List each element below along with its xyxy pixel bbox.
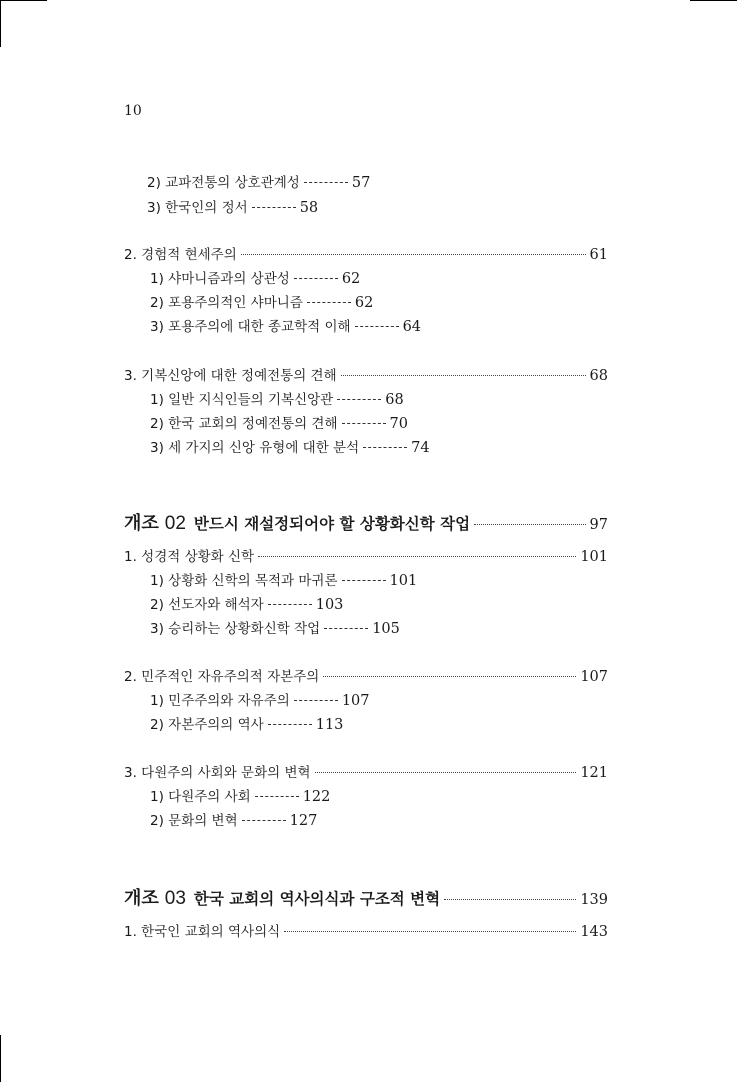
leader-dots (268, 724, 312, 725)
leader-dots (342, 423, 386, 424)
toc-entry[interactable] (150, 390, 404, 410)
toc-label: 3) 한국인의 정서 (147, 200, 248, 216)
leader-dots (337, 399, 381, 400)
toc-page: 58 (299, 200, 319, 216)
leader-dots (284, 931, 576, 932)
toc-label: 1) 민주주의와 자유주의 (150, 693, 290, 709)
toc-entry[interactable] (150, 293, 373, 313)
toc-page: 64 (402, 319, 422, 335)
toc-entry[interactable] (150, 715, 343, 735)
toc-label: 3. 다원주의 사회와 문화의 변혁 (124, 765, 311, 781)
toc-entry[interactable] (124, 245, 608, 265)
toc-label: 2) 자본주의의 역사 (150, 717, 264, 733)
toc-entry[interactable] (147, 173, 370, 193)
toc-label: 3. 기복신앙에 대한 정예전통의 견해 (124, 368, 337, 384)
toc-chapter-title (124, 514, 470, 534)
crop-mark-bottom-left-v (0, 1035, 1, 1082)
toc-entry[interactable] (150, 691, 370, 711)
leader-dots (294, 700, 338, 701)
toc-page: 101 (389, 573, 418, 589)
toc-entry[interactable] (150, 269, 360, 289)
toc-entry[interactable] (150, 787, 330, 807)
crop-mark-top-left-v (0, 0, 1, 47)
toc-label: 1) 샤마니즘과의 상관성 (150, 271, 290, 287)
toc-page: 57 (351, 175, 371, 191)
leader-dots (268, 604, 312, 605)
leader-dots (241, 254, 586, 255)
toc-label: 3) 세 가지의 신앙 유형에 대한 분석 (150, 440, 360, 456)
leader-dots (307, 302, 351, 303)
toc-label: 2. 경험적 현세주의 (124, 247, 237, 263)
leader-dots (474, 524, 585, 525)
toc-label: 1) 일반 지식인들의 기복신앙관 (150, 392, 334, 408)
toc-page: 127 (289, 813, 318, 829)
toc-page: 97 (589, 517, 608, 533)
toc-entry[interactable] (124, 547, 608, 567)
toc-label: 1. 성경적 상황화 신학 (124, 549, 255, 565)
toc-chapter-title (124, 889, 440, 909)
leader-dots (258, 556, 576, 557)
leader-dots (363, 447, 407, 448)
leader-dots (242, 820, 286, 821)
toc-entry[interactable] (150, 619, 400, 639)
leader-dots (323, 676, 576, 677)
toc-label: 2. 민주적인 자유주의적 자본주의 (124, 669, 320, 685)
toc-page: 74 (411, 440, 430, 456)
toc-page: 68 (385, 392, 404, 408)
toc-page: 70 (389, 416, 408, 432)
leader-dots (252, 207, 296, 208)
toc-entry[interactable] (124, 763, 608, 783)
toc-chapter[interactable] (124, 889, 608, 910)
chapter-prefix: 개조 (124, 888, 159, 909)
toc-label: 2) 포용주의적인 샤마니즘 (150, 295, 303, 311)
toc-page: 105 (372, 621, 400, 637)
toc-page: 143 (580, 924, 608, 940)
leader-dots (315, 772, 577, 773)
toc-entry[interactable] (150, 595, 343, 615)
toc-entry[interactable] (150, 571, 417, 591)
leader-dots (342, 580, 386, 581)
chapter-label: 반드시 재설정되어야 할 상황화신학 작업 (193, 515, 471, 533)
leader-dots (304, 182, 348, 183)
toc-page: 62 (341, 271, 361, 287)
chapter-prefix: 개조 (124, 513, 159, 534)
toc-page: 107 (341, 693, 370, 709)
toc-page: 122 (302, 789, 331, 805)
leader-dots (294, 278, 338, 279)
toc-entry[interactable] (150, 811, 317, 831)
leader-dots (255, 796, 299, 797)
leader-dots (341, 375, 586, 376)
toc-page: 68 (589, 368, 608, 384)
chapter-number: 03 (164, 888, 186, 909)
leader-dots (355, 326, 399, 327)
toc-chapter[interactable] (124, 514, 608, 535)
toc-page: 101 (580, 549, 608, 565)
toc-page: 107 (580, 669, 608, 685)
toc-page: 103 (315, 597, 344, 613)
toc-entry[interactable] (124, 667, 608, 687)
toc-entry[interactable] (147, 198, 318, 218)
toc-label: 1. 한국인 교회의 역사의식 (124, 924, 281, 940)
toc-label: 2) 문화의 변혁 (150, 813, 238, 829)
crop-mark-top-right-h (690, 0, 737, 1)
toc-label: 2) 한국 교회의 정예전통의 견해 (150, 416, 338, 432)
toc-page: 113 (315, 717, 344, 733)
toc-entry[interactable] (150, 414, 408, 434)
leader-dots (444, 899, 576, 900)
toc-page: 139 (580, 892, 608, 908)
toc-page: 121 (580, 765, 608, 781)
toc-entry[interactable] (150, 438, 430, 458)
toc-entry[interactable] (150, 317, 421, 337)
toc-page: 61 (589, 247, 608, 263)
toc-entry[interactable] (124, 366, 608, 386)
toc-label: 3) 승리하는 상황화신학 작업 (150, 621, 321, 637)
toc-label: 2) 교파전통의 상호관계성 (147, 175, 300, 191)
crop-mark-top-left-h (0, 0, 47, 1)
toc-label: 1) 다원주의 사회 (150, 789, 251, 805)
toc-label: 2) 선도자와 해석자 (150, 597, 264, 613)
toc-label: 1) 상황화 신학의 목적과 마귀론 (150, 573, 338, 589)
toc-page: 62 (354, 295, 374, 311)
toc-label: 3) 포용주의에 대한 종교학적 이해 (150, 319, 351, 335)
chapter-number: 02 (164, 513, 186, 534)
leader-dots (324, 628, 368, 629)
page-number: 10 (124, 103, 142, 119)
chapter-label: 한국 교회의 역사의식과 구조적 변혁 (193, 890, 441, 908)
toc-entry[interactable] (124, 922, 608, 942)
